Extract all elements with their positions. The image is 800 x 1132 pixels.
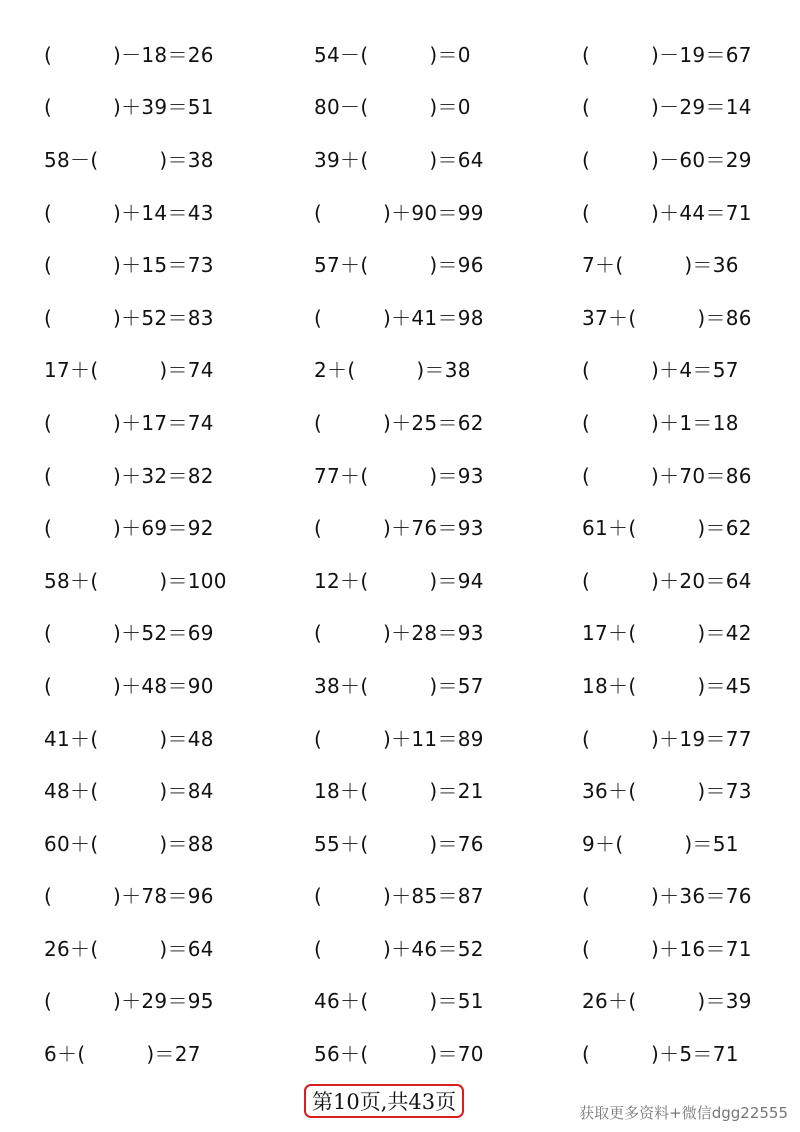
- math-problem: ( )＋69＝92: [44, 516, 214, 541]
- math-problem: 17＋( )＝42: [582, 621, 752, 646]
- math-problem: ( )＋4＝57: [582, 358, 739, 383]
- math-problem: ( )＋52＝69: [44, 621, 214, 646]
- math-problem: 57＋( )＝96: [314, 253, 484, 278]
- math-problem: 9＋( )＝51: [582, 831, 739, 856]
- worksheet-row: [0, 658, 800, 711]
- math-problem: 41＋( )＝48: [44, 726, 214, 751]
- math-problem: ( )＋39＝51: [44, 95, 214, 120]
- worksheet-row: [0, 27, 800, 80]
- math-problem: ( )＋41＝98: [314, 305, 484, 330]
- worksheet-row: [0, 606, 800, 659]
- math-problem: ( )＋76＝93: [314, 516, 484, 541]
- math-problem: ( )＋14＝43: [44, 200, 214, 225]
- math-problem: 56＋( )＝70: [314, 1042, 484, 1067]
- math-problem: 58＋( )＝100: [44, 568, 227, 593]
- math-problem: 26＋( )＝39: [582, 989, 752, 1014]
- worksheet-row: [0, 343, 800, 396]
- math-problem: 18＋( )＝21: [314, 779, 484, 804]
- math-problem: ( )＋5＝71: [582, 1042, 739, 1067]
- worksheet-row: [0, 237, 800, 290]
- math-problem: 58－( )＝38: [44, 147, 214, 172]
- math-problem: ( )＋36＝76: [582, 884, 752, 909]
- math-problem: 38＋( )＝57: [314, 673, 484, 698]
- math-problem: 55＋( )＝76: [314, 831, 484, 856]
- math-problem: ( )－18＝26: [44, 42, 214, 67]
- worksheet-row: [0, 816, 800, 869]
- worksheet-row: [0, 185, 800, 238]
- math-problem: ( )＋28＝93: [314, 621, 484, 646]
- math-problem: 17＋( )＝74: [44, 358, 214, 383]
- math-problem: 7＋( )＝36: [582, 253, 739, 278]
- math-problem: ( )＋46＝52: [314, 936, 484, 961]
- math-problem: ( )＋70＝86: [582, 463, 752, 488]
- worksheet-row: [0, 80, 800, 133]
- math-problem: ( )－60＝29: [582, 147, 752, 172]
- worksheet-row: [0, 448, 800, 501]
- math-problem: 37＋( )＝86: [582, 305, 752, 330]
- math-problem: ( )＋16＝71: [582, 936, 752, 961]
- math-problem: ( )＋32＝82: [44, 463, 214, 488]
- math-problem: ( )＋1＝18: [582, 410, 739, 435]
- math-problem: ( )＋90＝99: [314, 200, 484, 225]
- math-problem: ( )＋20＝64: [582, 568, 752, 593]
- math-problem: ( )＋48＝90: [44, 673, 214, 698]
- page-counter: 第10页,共43页: [304, 1084, 464, 1118]
- math-problem: 12＋( )＝94: [314, 568, 484, 593]
- math-problem: ( )－19＝67: [582, 42, 752, 67]
- math-problem: 39＋( )＝64: [314, 147, 484, 172]
- math-problem: ( )＋19＝77: [582, 726, 752, 751]
- math-problem: 54－( )＝0: [314, 42, 471, 67]
- math-problem: 61＋( )＝62: [582, 516, 752, 541]
- worksheet-row: [0, 921, 800, 974]
- math-problem: ( )＋25＝62: [314, 410, 484, 435]
- math-problem: ( )＋29＝95: [44, 989, 214, 1014]
- worksheet-row: [0, 763, 800, 816]
- worksheet-row: [0, 395, 800, 448]
- page-footer: [0, 1078, 800, 1128]
- math-problem: ( )＋78＝96: [44, 884, 214, 909]
- math-problem: ( )－29＝14: [582, 95, 752, 120]
- worksheet-row: [0, 1026, 800, 1079]
- worksheet-row: [0, 132, 800, 185]
- math-problem: 80－( )＝0: [314, 95, 471, 120]
- math-problem: ( )＋17＝74: [44, 410, 214, 435]
- worksheet-row: [0, 711, 800, 764]
- math-problem: 2＋( )＝38: [314, 358, 471, 383]
- worksheet-row: [0, 869, 800, 922]
- worksheet-row: [0, 974, 800, 1027]
- math-problem: 6＋( )＝27: [44, 1042, 201, 1067]
- worksheet-row: [0, 290, 800, 343]
- math-problem: 18＋( )＝45: [582, 673, 752, 698]
- math-problem: ( )＋85＝87: [314, 884, 484, 909]
- math-problem: ( )＋15＝73: [44, 253, 214, 278]
- math-problem: 36＋( )＝73: [582, 779, 752, 804]
- math-problem: ( )＋44＝71: [582, 200, 752, 225]
- worksheet-row: [0, 500, 800, 553]
- worksheet: [0, 27, 800, 1079]
- math-problem: 60＋( )＝88: [44, 831, 214, 856]
- watermark-text: 获取更多资料+微信dgg22555: [579, 1104, 788, 1122]
- math-problem: 26＋( )＝64: [44, 936, 214, 961]
- worksheet-row: [0, 553, 800, 606]
- math-problem: 48＋( )＝84: [44, 779, 214, 804]
- math-problem: 46＋( )＝51: [314, 989, 484, 1014]
- math-problem: ( )＋11＝89: [314, 726, 484, 751]
- math-problem: ( )＋52＝83: [44, 305, 214, 330]
- math-problem: 77＋( )＝93: [314, 463, 484, 488]
